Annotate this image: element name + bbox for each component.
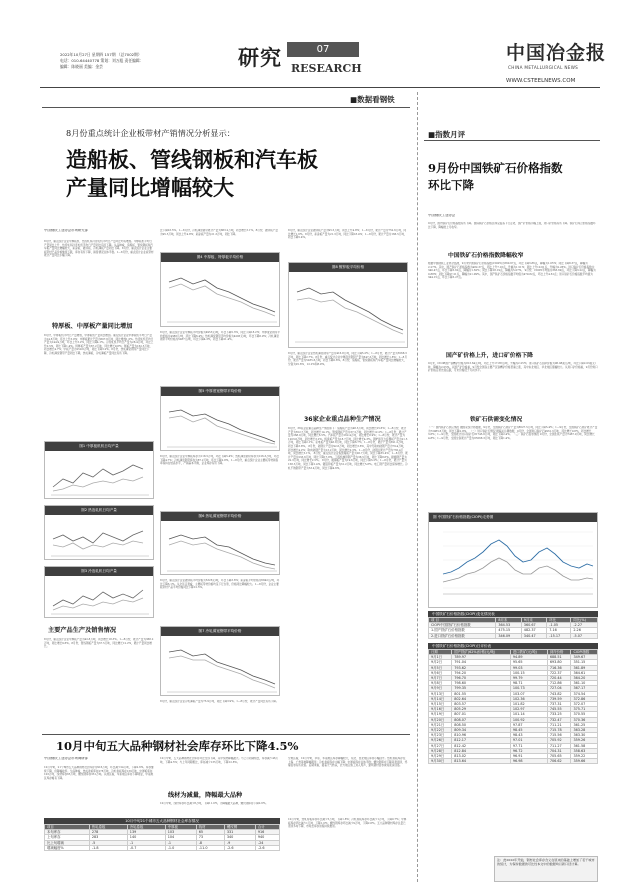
inv-cell: -9	[224, 840, 255, 845]
t2-cell: 98.45	[510, 728, 547, 733]
t1-header: 同比(%)	[571, 618, 598, 623]
column-divider	[417, 92, 418, 882]
ciopi-chart-title: 图 中国铁矿石价格指数(CIOPI)走势图	[429, 513, 597, 522]
t2-cell: 9月19日	[429, 712, 452, 717]
t2-cell: 372.86	[571, 696, 598, 701]
left-column-rule	[42, 107, 410, 108]
t1-cell: 2.26	[571, 628, 598, 633]
headline-line-1: 造船板、管线钢板和汽车板	[66, 147, 318, 172]
t2-cell: 99.03	[510, 665, 547, 670]
t1-cell: 346.09	[496, 633, 521, 638]
t2-cell: 361.89	[571, 665, 598, 670]
t2-cell: 363.30	[571, 733, 598, 738]
left-body-1: 8月份，重点统计企业中厚板机、热连轧和冷连轧机平均日产量环比均有增加。中厚板机平均日产量同比上升，热连轧和冷连轧机平均日产量同比有所下降。从品种看，造船板、管线钢板和汽车板产量同比增幅较大，彩涂板、镀锌板、冷轧薄板产量同比下降。8月份，重点统计企业主要板带材产品价格继续下跌，库存有所下降，销售情况总体平稳。1—8月份，重点统计企业板带材累计产量同比小幅下降。	[44, 240, 154, 258]
t2-header: CIOPI指数	[571, 650, 598, 655]
bottom-body-3: 10月中旬，线材库存环比减少8万吨，下降11.0%，为降幅最大品种，螺纹钢库存下降2.6%。	[160, 802, 268, 805]
t1-cell: 7.16	[547, 628, 571, 633]
chart-6-plot	[161, 521, 280, 575]
left-body-5: 8月份，重点统计企业中厚板平均价格为4953元/吨，环比下降5.3%，同比下降18.2%；中厚度宽钢带平均价格为4386元/吨，环比下降6.4%；热轧薄宽钢带平均价格为4295元/吨，环比下降6.9%；冷轧薄宽钢带平均价格为5087元/吨，环比下降4.3%，同比下降21.4%。	[160, 331, 280, 342]
t2-cell: 9月8日	[429, 681, 452, 686]
t2-cell: 791.04	[452, 660, 511, 665]
t2-cell: 103.07	[510, 691, 547, 696]
t2-cell: 743.82	[547, 691, 571, 696]
inv-cell: -11.0	[196, 845, 224, 850]
chart-1-plot	[45, 451, 154, 499]
t2-cell: 711.21	[547, 722, 571, 727]
t2-cell: 712.86	[547, 681, 571, 686]
left-body-9: 8月份，重点统计企业镀锌板产量为95.5万吨，同比上升4.8%；1—8月份，累计产量为752.6万吨，同比增长1.6%。8月份，彩涂板产量为21.3万吨，同比下降18.4%；1—8月份，累计产量为166.5万吨，同比下降5.4%。	[288, 229, 407, 240]
inventory-table	[44, 818, 280, 851]
left-body-2: 8月份，中厚板机平均日产量增加，中厚板机产量同比增加。重点统计企业中厚板机平均日产量为14.8万吨，环比上升3.0%；中厚板累计产量为607.6万吨，同比增加1.5%。热连轧机平均日产量为144.9万吨，环比上升3.2%，同比下降4.1%。冷连轧机平均日产量为28.4万吨，环比上升0.5%，同比下降1.4%。特厚板产量为67.2万吨，同比增长9.8%；厚板产量为162.5万吨，同比增长4.7%；中板产量为259.6万吨，同比下降3.2%。8月份，热轧薄宽钢带产量同比下降，冷轧薄宽钢带产量同比下降，热轧薄板、冷轧薄板产量同比有所下降。	[44, 334, 154, 355]
t1-cell: 364.53	[496, 623, 521, 628]
left-body-6: 8月份，重点统计企业中厚板库存为118.5万吨，环比下降5.4%；热轧薄宽钢带库存为126.3万吨，环比下降4.7%；冷轧薄宽钢带库存为87.2万吨，环比下降2.8%。1—8月份，重点统计企业主要板带材销售率保持在较高水平，产销基本平衡，企业库存有所下降。	[160, 455, 280, 466]
table-row	[429, 759, 598, 764]
left-body-10: 8月份，重点统计企业热轧薄宽钢带产量为416.8万吨，同比下降5.2%；1—8月份，累计产量为3568.3万吨，同比下降2.7%。8月份，重点统计企业中厚度宽钢带产量为647.3万吨，同比增长1.8%；1—8月份，累计产量为5285.6万吨，同比下降0.6%。8月份，造船板、管线钢板和汽车板产量同比增幅较大，分别为25.6%、12.2%和8.9%。	[288, 352, 407, 366]
t2-cell: 361.58	[571, 743, 598, 748]
ciopi-table-2-grid	[428, 649, 598, 764]
t2-cell: 722.37	[547, 670, 571, 675]
inv-header: 线材	[196, 825, 224, 830]
right-column-rule	[424, 140, 600, 141]
section-en: RESEARCH	[291, 62, 362, 75]
inv-cell: 本旬库存	[45, 830, 90, 835]
t2-cell: 100.73	[510, 686, 547, 691]
chart-1	[44, 441, 154, 499]
bottom-headline: 10月中旬五大品种钢材社会库存环比下降4.5%	[56, 739, 299, 753]
ciopi-chart-plot	[429, 522, 598, 608]
left-subhead-2: 36家企业重点品种生产情况	[304, 416, 381, 423]
t2-cell: 813.64	[452, 759, 511, 764]
t2-cell: 98.71	[510, 681, 547, 686]
chart-2-plot	[45, 515, 154, 560]
t1-cell: 2.进口铁矿石价格指数	[429, 633, 496, 638]
t2-cell: 9月29日	[429, 754, 452, 759]
inv-cell: 103	[165, 830, 196, 835]
inv-cell: -1.0	[165, 845, 196, 850]
t2-cell: 812.84	[452, 748, 511, 753]
t1-cell: -1.05	[547, 623, 571, 628]
chart-3-plot	[45, 576, 154, 618]
section-title: 研究	[238, 45, 282, 70]
t2-cell: 799.35	[452, 686, 511, 691]
t2-cell: 100.92	[510, 717, 547, 722]
bottom-subhead-1: 线材为减量，降幅最大品种	[168, 792, 243, 799]
t2-cell: 96.72	[510, 748, 547, 753]
chart-7-plot	[161, 636, 280, 696]
t2-cell: 716.36	[547, 665, 571, 670]
left-subhead-3: 主要产品生产及销售情况	[48, 627, 117, 634]
t1-cell: 1.国产铁矿石价格指数	[429, 628, 496, 633]
t2-cell: 364.61	[571, 670, 598, 675]
chart-5-title: 图5 中厚度宽钢带平均价格	[161, 387, 279, 396]
t2-cell: 359.66	[571, 759, 598, 764]
chart-8-title: 图8 镀锌板平均价格	[289, 263, 407, 272]
t2-cell: 732.47	[547, 717, 571, 722]
t2-cell: 704.31	[547, 748, 571, 753]
bottom-body-2: 10月中旬，五大品种钢材社会库存环比全部下降，其中线材降幅最大。与上月同期相比，库存减少46万吨，下降4.5%；与上年同期相比，库存减少135万吨，下降12.8%。	[160, 757, 279, 764]
t2-cell: 809.34	[452, 728, 511, 733]
t2-cell: 97.01	[510, 738, 547, 743]
chart-2	[44, 505, 154, 560]
chart-6	[160, 511, 280, 575]
t2-cell: 363.28	[571, 728, 598, 733]
inv-cell: 73	[196, 835, 224, 840]
t2-cell: 9月30日	[429, 759, 452, 764]
bottom-body-1: 10月中旬，21个城市五大品种钢材社会库存为916万吨，环比减少24万吨，下降2.6%。库存继续下降，但降幅收窄。分品种看，热轧卷板库存278万吨，冷轧卷板库存139万吨，中厚板库存103万吨，线材库存65万吨，螺纹钢库存331万吨。从地区看，华东地区库存下降明显，中南地区库存略有下降。	[44, 766, 154, 780]
right-byline: 中国钢铁工业协会	[428, 214, 456, 217]
chart-3-title: 图3 冷连轧机日均产量	[45, 567, 153, 576]
inv-cell: 104	[165, 835, 196, 840]
t2-cell: 9月28日	[429, 748, 452, 753]
t2-cell: 9月1日	[429, 655, 452, 660]
chart-5	[160, 386, 280, 451]
t2-cell: 97.87	[510, 722, 547, 727]
t2-cell: 793.62	[452, 665, 511, 670]
inv-header: 合计	[255, 825, 279, 830]
t1-header: 8月末	[496, 618, 521, 623]
t2-cell: 94.89	[510, 655, 547, 660]
inv-cell: -2.6	[255, 845, 279, 850]
t2-cell: 808.07	[452, 717, 511, 722]
t2-cell: 367.17	[571, 686, 598, 691]
t2-cell: 688.51	[547, 655, 571, 660]
inventory-table-title: 10月中旬21个城市五大品种钢材社会库存情况	[44, 818, 280, 824]
headline-line-2: 产量同比增幅较大	[66, 175, 234, 200]
paper-logo: 中国冶金报	[506, 42, 607, 64]
t2-cell: 359.22	[571, 754, 598, 759]
inv-cell: 916	[255, 830, 279, 835]
inv-header: 中厚板	[165, 825, 196, 830]
inv-cell: -2.6	[224, 845, 255, 850]
t1-cell: -2.27	[571, 623, 598, 628]
t2-cell: 706.62	[547, 759, 571, 764]
t2-cell: 802.64	[452, 696, 511, 701]
inv-cell: 比上旬增减	[45, 840, 90, 845]
right-headline-line-2: 环比下降	[428, 178, 474, 192]
t1-cell: -5.07	[571, 633, 598, 638]
right-footnote: 注：此2022年开始，钢材社会库存含义在原来的基础上增加了若干城市的统计，为保持数据的可比性本文中的数据均以新口径计算。	[494, 856, 598, 882]
ciopi-chart	[428, 512, 598, 608]
t2-cell: 796.70	[452, 676, 511, 681]
t2-cell: 9月23日	[429, 733, 452, 738]
paper-english: CHINA METALLURGICAL NEWS	[508, 65, 579, 70]
t2-cell: 358.63	[571, 748, 598, 753]
t2-cell: 715.78	[547, 728, 571, 733]
inv-cell: -8	[196, 840, 224, 845]
t2-cell: 705.92	[547, 738, 571, 743]
t1-cell: 360.67	[521, 623, 546, 628]
inv-header: 冷轧卷板	[127, 825, 165, 830]
t2-cell: 807.01	[452, 712, 511, 717]
right-body-1: 9月份，国内铁矿石价格指数有所下降。国际铁矿石价格总体呈震荡下行走势，国产矿价格小幅上涨，进口矿价格有所下降。铁矿石综合价格指数环比下降，降幅较上月收窄。	[428, 222, 596, 229]
t1-cell: 475.15	[496, 628, 521, 633]
t2-cell: 9月16日	[429, 707, 452, 712]
t2-cell: 102.97	[510, 707, 547, 712]
t2-cell: 101.14	[510, 712, 547, 717]
column-tag-left: ■数据看钢铁	[350, 95, 395, 104]
right-subhead-2: 国产矿价格上升，进口矿价格下降	[446, 353, 533, 359]
t2-cell: 813.02	[452, 754, 511, 759]
chart-7-title: 图7 冷轧薄宽钢带平均价格	[161, 627, 279, 636]
chart-6-title: 图6 热轧薄宽钢带平均价格	[161, 512, 279, 521]
inv-header: 热轧卷板	[89, 825, 127, 830]
inventory-table-grid	[44, 824, 280, 851]
t2-cell: 9月14日	[429, 696, 452, 701]
t2-cell: 9月2日	[429, 660, 452, 665]
inv-cell: 340	[224, 835, 255, 840]
t2-cell: 361.25	[571, 722, 598, 727]
inv-cell: -1.8	[89, 845, 127, 850]
bottom-rule	[42, 734, 410, 735]
t2-cell: 95.65	[510, 660, 547, 665]
t2-cell: 720.44	[547, 676, 571, 681]
t2-cell: 798.60	[452, 681, 511, 686]
t2-cell: 100.15	[510, 670, 547, 675]
t2-cell: 733.25	[547, 712, 571, 717]
t2-cell: 361.10	[571, 681, 598, 686]
t2-cell: 9月13日	[429, 691, 452, 696]
ciopi-table-2	[428, 643, 598, 764]
t2-cell: 349.67	[571, 655, 598, 660]
table-row	[45, 845, 280, 850]
t2-cell: 810.96	[452, 733, 511, 738]
editor-line: 编辑：陈晓丽 美编：金芸	[60, 64, 103, 69]
left-byline: 中国钢铁工业协会市场研究部	[44, 229, 89, 232]
masthead	[0, 0, 640, 85]
left-body-3: 8月份，重点统计企业中厚板产量为42.8万吨，同比增长18.3%。1—8月份，累计产量为368.2万吨，同比增长9.6%。8月份，管线钢板产量为37.5万吨，同比增长12.2%，累计产量同比增长。	[44, 638, 154, 649]
t2-cell: 739.59	[547, 696, 571, 701]
bottom-body-5: 10月中旬，热轧卷板库存环比减少5万吨，下降1.8%；冷轧卷板库存环比减少1万吨，下降0.7%；中厚板库存环比减少1万吨，下降1.0%；螺纹钢库存环比减少9万吨，下降2.6%。五大品种钢材库存总量已连续多旬下降，市场去库存进程持续推进。	[288, 818, 407, 829]
t1-cell: -15.17	[547, 633, 571, 638]
masthead-rule	[40, 87, 600, 88]
t2-cell: 805.29	[452, 707, 511, 712]
chart-4	[160, 252, 280, 327]
right-headline	[428, 160, 563, 194]
t2-cell: 9月20日	[429, 717, 452, 722]
date-line: 2022年10月27日 星期四 157期 （总7002期）	[60, 52, 142, 57]
t2-cell: 9月7日	[429, 676, 452, 681]
chart-4-title: 图4 中厚板、特厚板平均价格	[161, 253, 279, 262]
right-subhead-3: 铁矿石供需变化情况	[470, 417, 523, 423]
left-subhead-1: 特厚板、中厚板产量同比增加	[52, 323, 133, 330]
t1-cell: 340.47	[521, 633, 546, 638]
t2-cell: 812.42	[452, 743, 511, 748]
inv-cell: 增减幅度%	[45, 845, 90, 850]
t2-cell: 9月15日	[429, 702, 452, 707]
ciopi-table-2-title: 中国铁矿石价格指数(CIOPI)日评价表	[428, 643, 598, 649]
t2-cell: 96.91	[510, 754, 547, 759]
t2-cell: 812.17	[452, 738, 511, 743]
t2-cell: 794.20	[452, 670, 511, 675]
chart-1-title: 图1 中厚板机机日均产量	[45, 442, 153, 451]
t2-cell: 803.57	[452, 702, 511, 707]
t2-cell: 370.55	[571, 712, 598, 717]
t2-cell: 375.71	[571, 707, 598, 712]
t2-cell: 370.36	[571, 717, 598, 722]
chart-2-title: 图2 热连轧机日均产量	[45, 506, 153, 515]
t2-cell: 808.50	[452, 722, 511, 727]
inv-cell: 331	[224, 830, 255, 835]
t2-cell: 359.26	[571, 738, 598, 743]
right-body-3: 9月末，CIOPI国产铁精矿价格为813.64元/吨，环比上升17.88元/吨，升幅为2.25%；进口铁矿石到岸价格为96.98美元/吨，环比下降2.03美元/吨，降幅为2.05%。从国产矿价格看，9月份全国各主要产区铁精矿价格普遍上涨，其中东北地区、华北地区涨幅较大。从进口矿价格看，9月份进口矿价格走势先涨后跌，月末价格低于月初水平。	[428, 362, 598, 373]
inv-cell: 283	[89, 835, 127, 840]
t2-cell: 801.55	[452, 691, 511, 696]
contact-line: 电话：010-64440778 策划：刘万彪 责任编辑：	[60, 58, 144, 63]
left-body-11: 8月份，36家企业重点品种生产情况如下：造船板产量为48.3万吨，同比增长25.6%；1—8月份，累计产量为352.7万吨，同比增长14.1%。管线钢板产量为37.5万吨，同比增长12.2%；1—8月份，累计产量为268.9万吨，同比增长6.5%。汽车板产量为162.4万吨，同比增长8.9%；1—8月份，累计产量为1203.6万吨，同比增长3.2%。桥梁板产量为18.7万吨，同比增长4.3%。锅炉和压力容器板产量为21.5万吨，同比下降2.1%。家电板产量为46.8万吨，同比下降6.7%；1—8月份，累计产量为391.2万吨，同比下降3.8%。 8月份，硅钢片产量为92.6万吨，同比增长3.6%，其中无取向硅钢产量为79.4万吨，同比增长4.2%；取向硅钢产量为13.2万吨，同比增长0.3%。1—8月份，硅钢片累计产量为735.4万吨，同比增长5.1%。 8月份，重点统计企业集装箱板产量为26.7万吨，同比下降35.4%；1—8月份，累计产量为233.6万吨，同比下降17.8%。工程机械用钢产量为38.5万吨，同比下降8.6%。耐候钢产量为22.3万吨，同比增长2.5%。 8月份，镀锡板产量为19.6万吨，同比下降3.2%；1—8月份，累计产量为158.3万吨，同比下降1.4%。镀铝锌板产量为31.2万吨，同比增长5.8%。电工钢产量同比保持增长。冷轧不锈钢带产量为53.4万吨，同比下降4.6%。	[288, 427, 408, 470]
right-subhead-1: 中国铁矿石价格指数降幅收窄	[448, 253, 524, 259]
bottom-byline: 中国钢铁工业协会市场调研部	[44, 757, 89, 760]
t2-cell: 97.71	[510, 743, 547, 748]
t2-header: 到岸价格	[547, 650, 571, 655]
t2-cell: 101.82	[510, 702, 547, 707]
t1-header: 9月末	[521, 618, 546, 623]
left-body-7: 8月份，重点统计企业镀锌板平均价格为5326元/吨，环比下降3.6%；彩涂板平均价格为6842元/吨，环比下降3.1%。从全年走势看，主要板带材价格均呈下行态势，价格同比降幅较大。1—8月份，企业主要板带材产品平均价格同比下降12.5%。	[160, 579, 280, 590]
t1-header: 环比	[547, 618, 571, 623]
t2-cell: 745.55	[547, 707, 571, 712]
t2-cell: 9月27日	[429, 743, 452, 748]
right-headline-line-1: 9月份中国铁矿石价格指数	[428, 161, 563, 175]
t2-cell: 9月26日	[429, 738, 452, 743]
t1-cell: CIOPI中国铁矿石价格指数	[429, 623, 496, 628]
table-row	[429, 633, 598, 638]
right-body-2: 根据中国钢铁工业协会监测，9月末中国铁矿石价格指数(CIOPI)为360.67点，环比下降3.86点，降幅为1.05%；同比下降8.37点，降幅为2.27%。其中，国产铁矿石价格指数为482.37点，环比上升7.16点，升幅为1.51%；同比上升10.61点，升幅为2.26%。进口铁矿石价格指数为340.47点，环比下降5.62点，降幅为1.62%；同比下降18.19点，降幅为5.07%。 9月份，CIOPI平均值为363.69点，环比下降3.22点，降幅为0.88%；同比下降97.21点，降幅为21.09%。其中，国产铁矿石价格指数平均值为479.82点，环比上升4.61点；进口铁矿石价格指数平均值为344.15点，环比下降5.27点。	[428, 262, 596, 280]
chart-3	[44, 566, 154, 618]
t2-cell: 715.56	[547, 733, 571, 738]
t1-header: 项 目	[429, 618, 496, 623]
t2-cell: 351.15	[571, 660, 598, 665]
t2-cell: 9月5日	[429, 665, 452, 670]
inv-cell: -1	[127, 840, 165, 845]
t2-cell: 705.65	[547, 754, 571, 759]
ciopi-table-1-title: 中国铁矿石价格指数(CIOPI)变化情况表	[428, 611, 598, 617]
t2-header: 国产铁矿(62%)价格(元/吨)	[452, 650, 511, 655]
t2-cell: 9月21日	[429, 722, 452, 727]
t2-cell: 711.27	[547, 743, 571, 748]
t2-cell: 364.20	[571, 676, 598, 681]
chart-8-plot	[289, 272, 408, 348]
t2-cell: 9月6日	[429, 670, 452, 675]
t2-cell: 96.98	[510, 759, 547, 764]
article-headline	[66, 146, 318, 202]
inv-cell: -5	[89, 840, 127, 845]
left-body-8: 8月份，重点统计企业冷轧薄板产量为73.9万吨，同比下降3.9%。1—8月份，累计产量同比有所下降。	[160, 700, 279, 703]
t2-cell: 372.07	[571, 702, 598, 707]
right-body-4: （一）国内铁矿石供应情况 据国家统计局数据，9月份，全国铁矿石原矿产量为8627.5万吨，同比下降5.4%；1—9月份，全国铁矿石原矿累计产量为72985.6万吨，同比下降2.9%。 （二）进口铁矿石情况 据海关总署数据，9月份，全国进口铁矿石9931.3万吨，环比增长0.8%，同比增长3.6%；1—9月份，全国累计进口铁矿石81745.6万吨，同比下降2.4%。 （三）铁矿石需求情况 9月份，全国生铁产量为7467.9万吨，同比增长4.8%；1—9月份，全国生铁累计产量为65568.3万吨，同比下降1.4%。	[428, 426, 598, 440]
t2-cell: 789.97	[452, 655, 511, 660]
t2-header: 进口铁矿(元/吨)	[510, 650, 547, 655]
page-number: 07	[287, 42, 359, 57]
chart-5-plot	[161, 396, 280, 451]
t2-cell: 727.04	[547, 686, 571, 691]
inv-cell: -24	[255, 840, 279, 845]
t2-header: 日期	[429, 650, 452, 655]
ciopi-table-1-grid	[428, 617, 598, 639]
chart-8	[288, 262, 408, 348]
inv-cell: 65	[196, 830, 224, 835]
inv-cell: -1	[165, 840, 196, 845]
inv-header: 项目	[45, 825, 90, 830]
t2-cell: 102.36	[510, 696, 547, 701]
column-tag-right: ■指数月评	[428, 130, 466, 139]
t2-cell: 374.54	[571, 691, 598, 696]
t2-cell: 98.43	[510, 733, 547, 738]
left-body-4: 比下降23.5%。1—8月份，冷轧薄宽钢带累计产量为863.2万吨，同比增长3.1%。8月份，镀锌板产量为95.5万吨，同比上升4.8%；彩涂板产量为21.3万吨，同比下降。	[160, 229, 278, 236]
t2-cell: 737.31	[547, 702, 571, 707]
inv-cell: 上旬库存	[45, 835, 90, 840]
article-kicker: 8月份重点统计企业板带材产销情况分析显示：	[66, 128, 235, 138]
inv-cell: 139	[127, 830, 165, 835]
inv-cell: 940	[255, 835, 279, 840]
t2-cell: 9月22日	[429, 728, 452, 733]
inv-cell: 278	[89, 830, 127, 835]
inv-cell: 140	[127, 835, 165, 840]
inv-cell: -0.7	[127, 845, 165, 850]
inv-header: 螺纹钢	[224, 825, 255, 830]
ciopi-table-1	[428, 611, 598, 639]
t2-cell: 99.79	[510, 676, 547, 681]
t2-cell: 693.80	[547, 660, 571, 665]
bottom-body-4: 分地区看，10月中旬，华东、华南地区库存降幅较大，东北、西北地区库存小幅回升。热轧卷板库存在上海、广州等地降幅明显；冷轧卷板库存小幅下降；中厚板库存总体平稳；螺纹钢库存下降趋势延续，终端需求有所改善。后期来看，随着天气转凉，北方地区施工进入尾声，建筑钢材需求或将逐步回落。	[288, 757, 408, 768]
chart-4-plot	[161, 262, 280, 327]
website: WWW.CSTEELNEWS.COM	[506, 78, 576, 84]
t2-cell: 9月9日	[429, 686, 452, 691]
chart-7	[160, 626, 280, 696]
t1-cell: 482.37	[521, 628, 546, 633]
